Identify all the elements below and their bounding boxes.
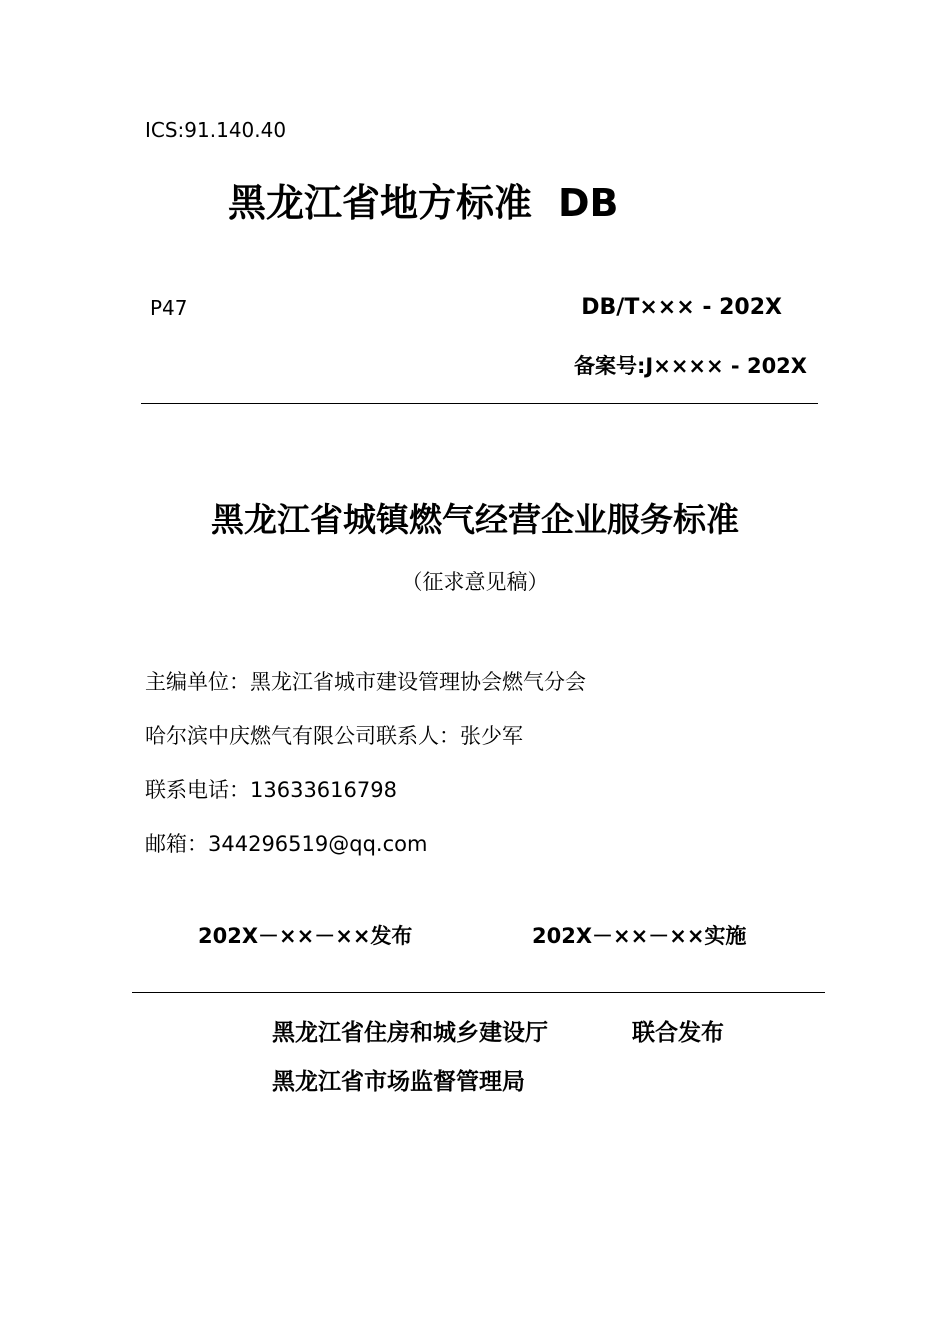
email-line: 邮箱：344296519@qq.com [145,832,428,856]
standard-header [228,172,619,227]
phone-line: 联系电话：13633616798 [145,778,397,802]
joint-release-label: 联合发布 [632,1020,724,1046]
contact-line: 哈尔滨中庆燃气有限公司联系人：张少军 [145,724,523,748]
document-title: 黑龙江省城镇燃气经营企业服务标准 [211,500,739,539]
standard-type: 黑龙江省地方标准 [228,181,533,225]
chief-editor-line: 主编单位：黑龙江省城市建设管理协会燃气分会 [145,670,586,694]
document-status: （征求意见稿） [401,570,549,594]
issuer-housing-department: 黑龙江省住房和城乡建设厅 [272,1020,548,1046]
bottom-divider [132,992,825,993]
standard-number: DB/T××× - 202X [581,295,782,320]
release-date: 202X－××－××发布 [198,924,413,948]
classification-code: P47 [150,296,188,320]
ics-code: ICS:91.140.40 [145,118,287,142]
standard-code: DB [558,181,619,225]
top-divider [141,403,818,404]
record-number: 备案号:J×××× - 202X [574,354,807,378]
issuer-market-supervision: 黑龙江省市场监督管理局 [272,1069,525,1095]
effective-date: 202X－××－××实施 [532,924,747,948]
